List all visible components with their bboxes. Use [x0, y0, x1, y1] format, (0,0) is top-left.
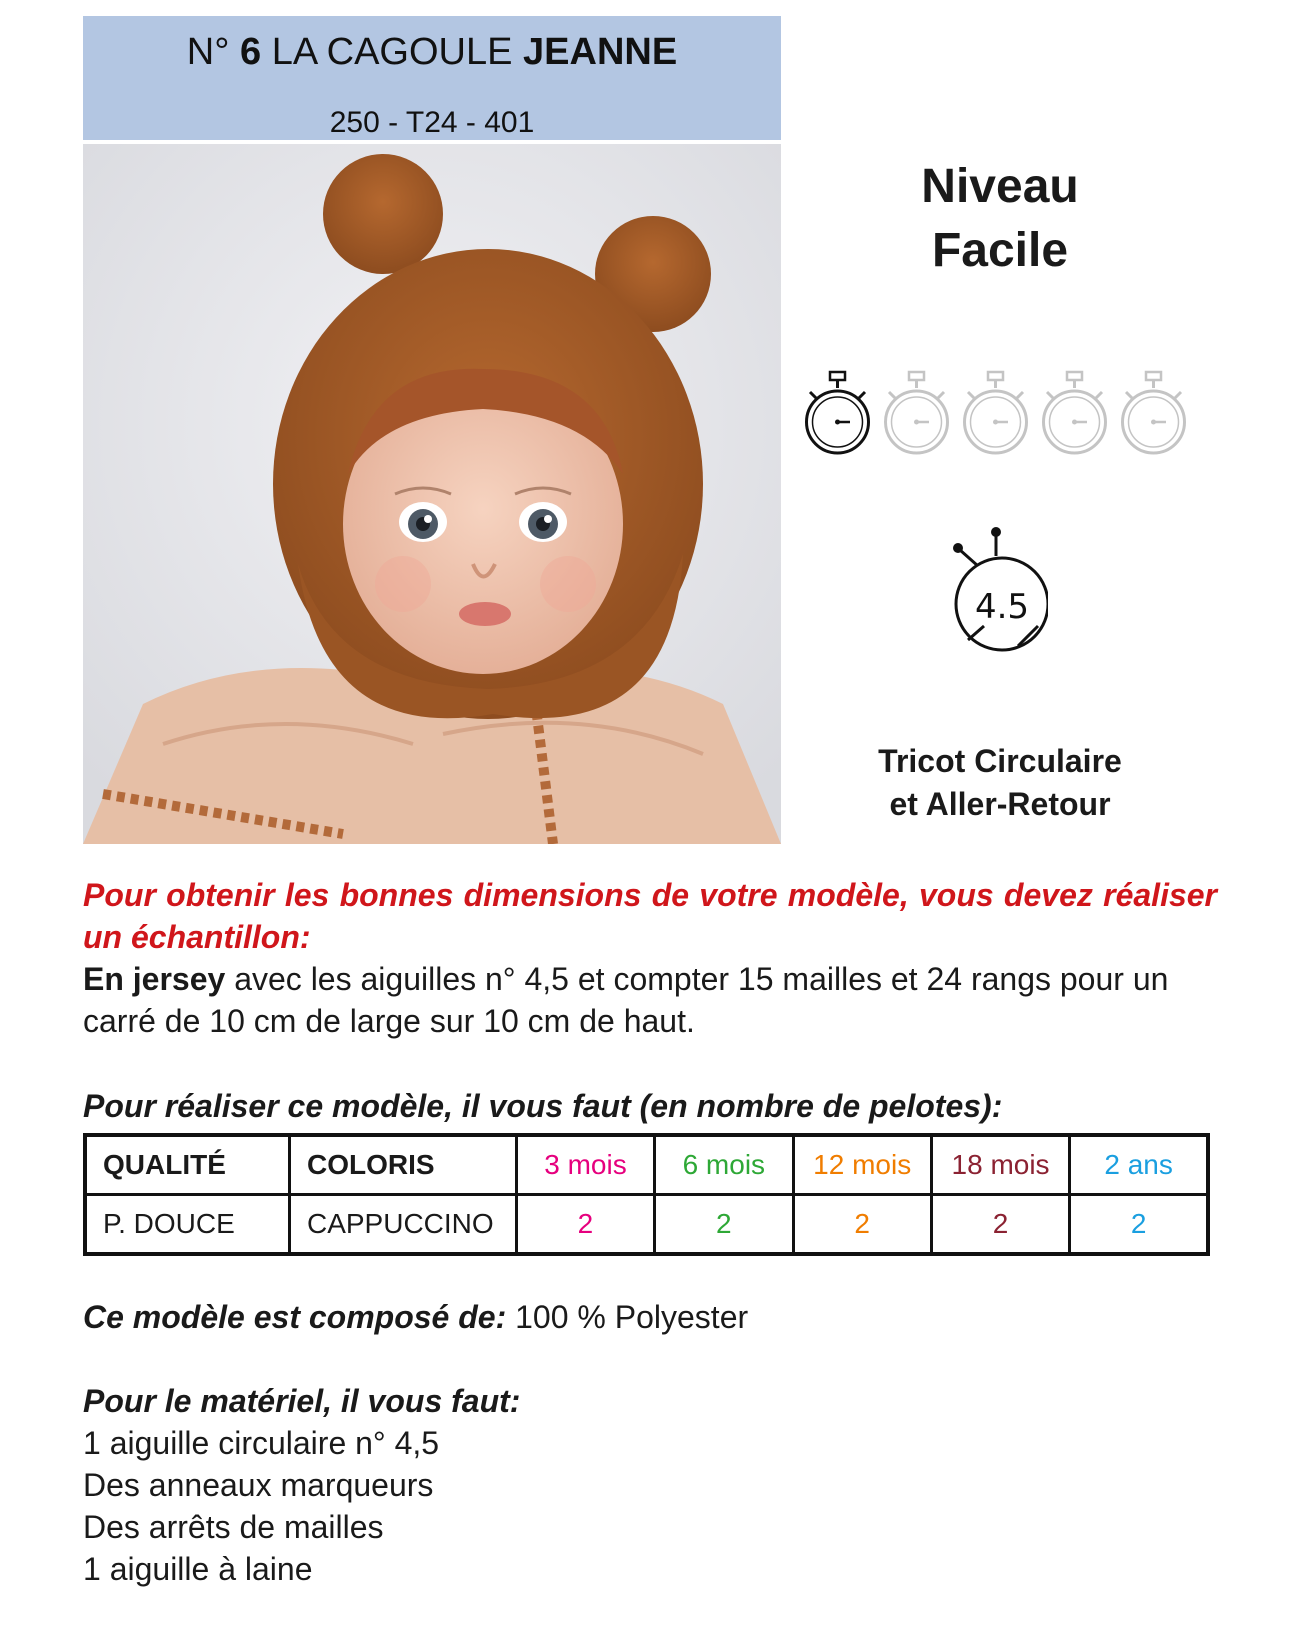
- cell-quantity: 2: [793, 1195, 931, 1255]
- pattern-reference: 250 - T24 - 401: [329, 106, 535, 139]
- stopwatch-icon: [1039, 370, 1110, 460]
- equipment-list: [83, 1422, 1217, 1590]
- col-color: COLORIS: [289, 1135, 516, 1195]
- difficulty-level: [820, 155, 1180, 283]
- technique-line-1: Tricot Circulaire: [878, 743, 1122, 779]
- baby-hood-illustration: [83, 144, 781, 844]
- list-item: 1 aiguille circulaire n° 4,5: [83, 1425, 440, 1461]
- cell-quality: P. DOUCE: [85, 1195, 289, 1255]
- title-banner: [83, 16, 781, 140]
- composition-value: 100 % Polyester: [506, 1299, 749, 1335]
- pattern-number: 6: [240, 31, 262, 73]
- stopwatch-icon: [1118, 370, 1189, 460]
- pattern-name: JEANNE: [523, 31, 678, 73]
- col-size: 18 mois: [931, 1135, 1069, 1195]
- pattern-title: [83, 30, 781, 74]
- col-size: 6 mois: [655, 1135, 793, 1195]
- list-item: 1 aiguille à laine: [83, 1551, 313, 1587]
- technique: [820, 740, 1180, 826]
- col-quality: QUALITÉ: [85, 1135, 289, 1195]
- level-label: Niveau: [921, 160, 1079, 213]
- cell-quantity: 2: [655, 1195, 793, 1255]
- gauge-stitch-label: En jersey: [83, 961, 226, 997]
- cell-quantity: 2: [1070, 1195, 1208, 1255]
- gauge-text: avec les aiguilles n° 4,5 et compter 15 mailles et 24 rangs pour un carré de 10 cm de large sur 10 cm de haut.: [83, 961, 1169, 1039]
- cell-quantity: 2: [931, 1195, 1069, 1255]
- cell-quantity: 2: [516, 1195, 654, 1255]
- yarn-table: [83, 1133, 1210, 1256]
- col-size: 3 mois: [516, 1135, 654, 1195]
- needle-size-value: 4.5: [974, 587, 1030, 627]
- stopwatch-icon: [960, 370, 1031, 460]
- col-size: 12 mois: [793, 1135, 931, 1195]
- gauge-intro: Pour obtenir les bonnes dimensions de votre modèle, vous devez réaliser un échantillon:: [83, 877, 1217, 955]
- time-rating: [802, 370, 1192, 460]
- needle-size-icon: [938, 522, 1048, 652]
- list-item: Des anneaux marqueurs: [83, 1467, 434, 1503]
- pattern-name-prefix: LA CAGOULE: [271, 31, 513, 73]
- col-size: 2 ans: [1070, 1135, 1208, 1195]
- materials-heading: Pour réaliser ce modèle, il vous faut (en nombre de pelotes):: [83, 1088, 1003, 1124]
- table-row: [85, 1195, 1208, 1255]
- list-item: Des arrêts de mailles: [83, 1509, 384, 1545]
- equipment-heading: Pour le matériel, il vous faut:: [83, 1383, 521, 1419]
- stopwatch-icon: [881, 370, 952, 460]
- gauge-instructions: [83, 958, 1217, 1042]
- table-header-row: [85, 1135, 1208, 1195]
- stopwatch-icon: [802, 370, 873, 460]
- level-value: Facile: [931, 224, 1069, 277]
- cell-color: CAPPUCCINO: [289, 1195, 516, 1255]
- composition: [83, 1296, 1217, 1338]
- product-photo: [83, 144, 781, 844]
- technique-line-2: et Aller-Retour: [889, 786, 1111, 822]
- composition-label: Ce modèle est composé de:: [83, 1299, 507, 1335]
- number-label: N°: [186, 31, 230, 73]
